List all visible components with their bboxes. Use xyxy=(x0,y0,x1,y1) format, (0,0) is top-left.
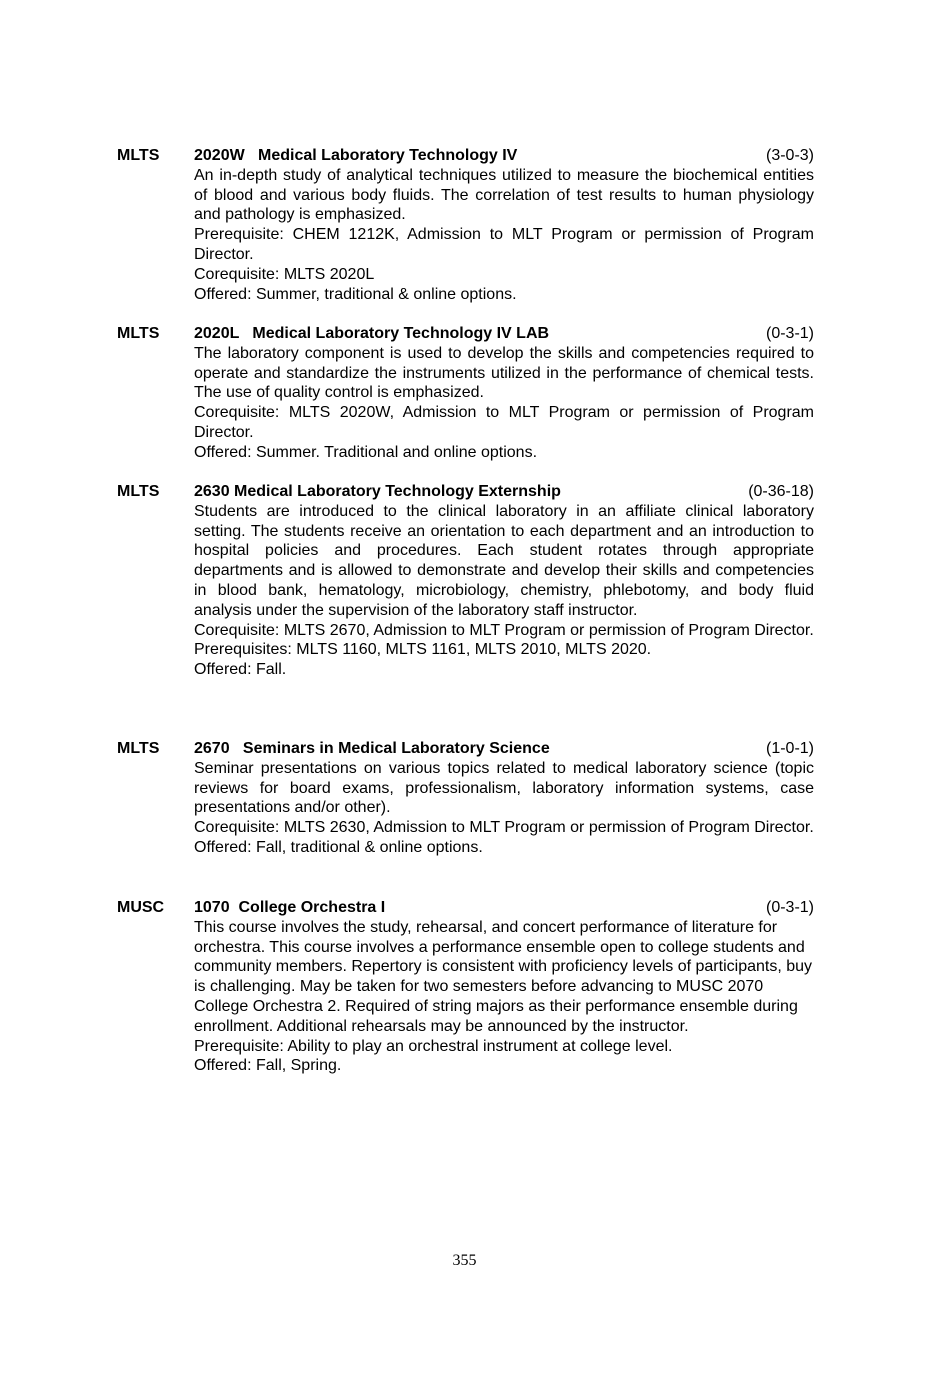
course-entry-mlts-2020l xyxy=(117,324,814,463)
course-offered: Offered: Summer. Traditional and online options. xyxy=(194,443,538,461)
course-credits: (0-3-1) xyxy=(765,899,814,916)
course-title: 2020W Medical Laboratory Technology IV xyxy=(194,147,518,164)
course-title: 2630 Medical Laboratory Technology Externship xyxy=(194,483,561,500)
course-credits: (0-36-18) xyxy=(748,483,814,500)
course-department: MUSC xyxy=(117,899,165,916)
course-description: This course involves the study, rehearsal, and concert performance of literature for orchestra. This course involves a performance ensemble open to college students and community members. Repertory is consistent with proficiency levels of participants, buy is challenging. May be taken for two semesters before advancing to MUSC 2070 College Orchestra 2. Required of string majors as their performance ensemble during enrollment. Additional rehearsals may be announced by the instructor. xyxy=(194,918,813,1035)
course-prerequisite: Prerequisite: Ability to play an orchestral instrument at college level. xyxy=(194,1037,673,1055)
course-corequisite: Corequisite: MLTS 2630, Admission to MLT Program or permission of Program Director. xyxy=(194,819,814,837)
course-department: MLTS xyxy=(117,147,160,164)
course-department: MLTS xyxy=(117,325,160,342)
course-department: MLTS xyxy=(117,740,160,757)
course-offered: Offered: Fall, traditional & online options. xyxy=(194,838,483,856)
page-number: 355 xyxy=(452,1252,477,1269)
course-description: Seminar presentations on various topics related to medical laboratory science (topic reviews for board exams, professionalism, laboratory information systems, case presentations and/or other). xyxy=(194,759,814,817)
course-body xyxy=(194,344,814,463)
course-description: Students are introduced to the clinical laboratory in an affiliate clinical laboratory setting. The students receive an orientation to each department and an introduction to hospital policies and procedures. Each student rotates through appropriate departments and is allowed to demonstrate and develop their skills and competencies in blood bank, hematology, microbiology, chemistry, phlebotomy, and body fluid analysis under the supervision of the laboratory staff instructor. xyxy=(194,502,814,619)
course-body xyxy=(194,166,814,305)
course-heading xyxy=(117,146,814,166)
course-corequisite: Corequisite: MLTS 2670, Admission to MLT Program or permission of Program Director. xyxy=(194,621,814,639)
course-offered: Offered: Fall, Spring. xyxy=(194,1057,342,1075)
course-entry-mlts-2670 xyxy=(117,739,814,858)
course-description: The laboratory component is used to develop the skills and competencies required to operate and standardize the instruments utilized in the performance of chemical tests. The use of quality control is emphasized. xyxy=(194,344,814,402)
course-entry-musc-1070 xyxy=(117,898,814,1076)
course-heading xyxy=(117,482,814,502)
course-corequisite: Corequisite: MLTS 2020W, Admission to MLT Program or permission of Program Director. xyxy=(194,404,814,441)
course-body xyxy=(194,918,814,1076)
course-offered: Offered: Fall. xyxy=(194,661,287,679)
course-heading xyxy=(117,739,814,759)
course-credits: (1-0-1) xyxy=(765,740,814,757)
course-title: 1070 College Orchestra I xyxy=(194,899,386,916)
course-body xyxy=(194,502,814,680)
course-title: 2670 Seminars in Medical Laboratory Science xyxy=(194,740,550,757)
course-heading xyxy=(117,898,814,918)
course-entry-mlts-2630 xyxy=(117,482,814,680)
course-credits: (0-3-1) xyxy=(765,325,814,342)
course-credits: (3-0-3) xyxy=(765,147,814,164)
course-prerequisites: Prerequisites: MLTS 1160, MLTS 1161, MLTS 2010, MLTS 2020. xyxy=(194,641,652,659)
course-heading xyxy=(117,324,814,344)
course-department: MLTS xyxy=(117,483,160,500)
course-title: 2020L Medical Laboratory Technology IV LAB xyxy=(194,325,550,342)
course-entry-mlts-2020w xyxy=(117,146,814,304)
course-description: An in-depth study of analytical techniques utilized to measure the biochemical entities of blood and various body fluids. The correlation of test results to human physiology and pathology is emphasized. xyxy=(194,166,814,224)
course-offered: Offered: Summer, traditional & online options. xyxy=(194,285,517,303)
course-prerequisite: Prerequisite: CHEM 1212K, Admission to MLT Program or permission of Program Director. xyxy=(194,226,814,263)
course-body xyxy=(194,759,814,858)
course-corequisite: Corequisite: MLTS 2020L xyxy=(194,265,375,283)
